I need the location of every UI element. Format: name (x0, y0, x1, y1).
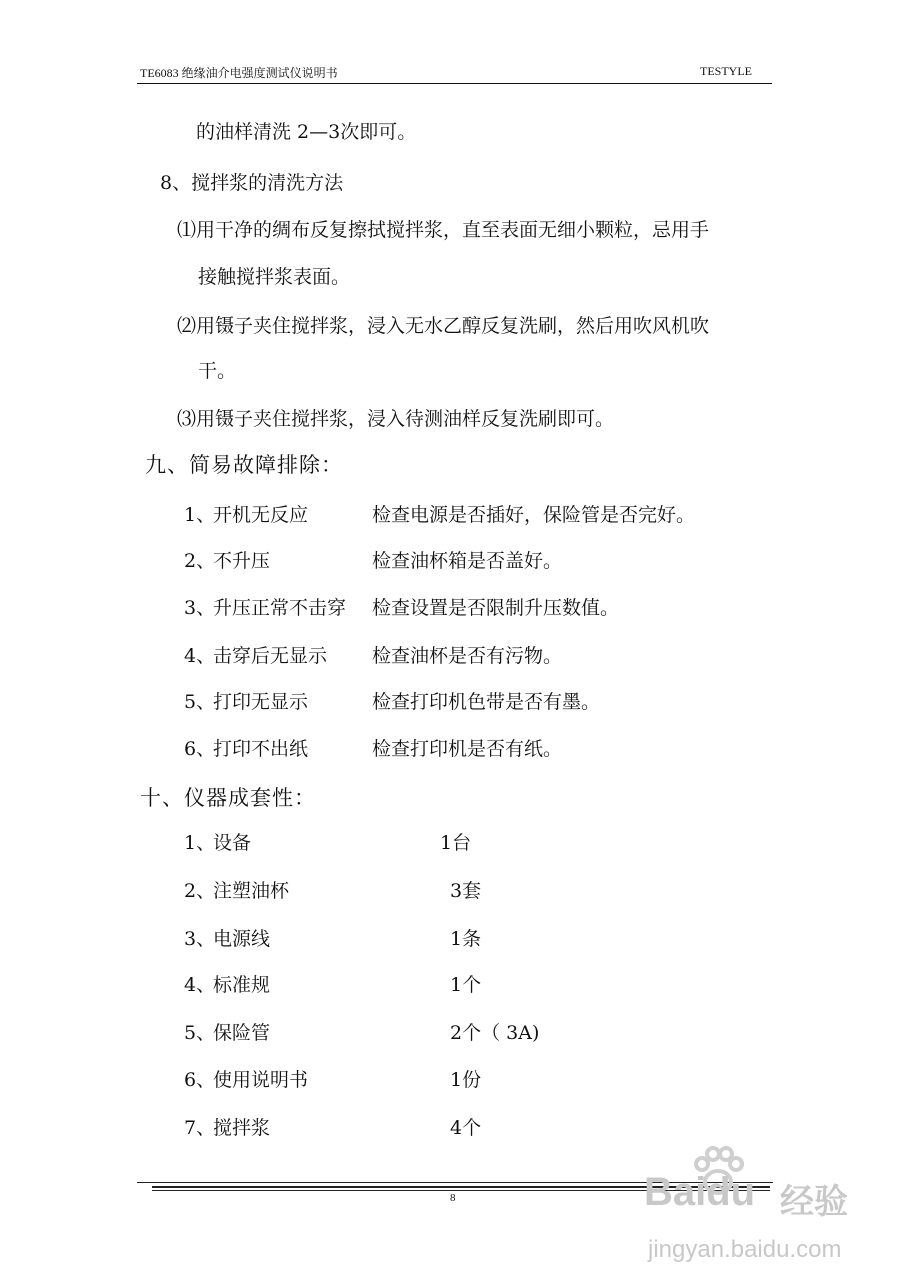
section-heading: 十、仪器成套性： (140, 786, 316, 810)
fault-check: 检查打印机色带是否有墨。 (372, 691, 601, 713)
item-qty: 1份 (450, 1069, 482, 1091)
item-name: 使用说明书 (213, 1069, 309, 1091)
body-line: 8、搅拌浆的清洗方法 (160, 172, 344, 194)
item-qty: 1条 (450, 928, 482, 950)
fault-check: 检查油杯箱是否盖好。 (372, 550, 563, 572)
section-heading: 九、简易故障排除： (145, 453, 343, 477)
watermark-brand-cn: 经验 (780, 1183, 848, 1221)
item-name: 电源线 (213, 928, 271, 950)
fault-symptom: 开机无反应 (213, 504, 309, 526)
item-num: 1、 (184, 832, 216, 854)
item-qty: 4个 (450, 1117, 482, 1139)
watermark-brand: Baidu (644, 1170, 756, 1214)
fault-check: 检查电源是否插好，保险管是否完好。 (372, 504, 696, 526)
item-name: 注塑油杯 (213, 880, 290, 902)
fault-num: 2、 (184, 550, 216, 572)
item-name: 搅拌浆 (213, 1117, 271, 1139)
fault-num: 5、 (184, 691, 216, 713)
body-line: ⑴用干净的绸布反复擦拭搅拌浆，直至表面无细小颗粒，忌用手 (177, 219, 710, 241)
fault-num: 6、 (184, 738, 216, 760)
header-title: TE6083 绝缘油介电强度测试仪说明书 (140, 66, 338, 80)
body-line: 的油样清洗 2—3次即可。 (196, 121, 417, 143)
item-num: 7、 (184, 1117, 216, 1139)
item-num: 6、 (184, 1069, 216, 1091)
body-line: ⑵用镊子夹住搅拌浆，浸入无水乙醇反复洗刷，然后用吹风机吹 (177, 315, 710, 337)
item-num: 5、 (184, 1022, 216, 1044)
fault-symptom: 打印无显示 (213, 691, 309, 713)
watermark-url: jingyan.baidu.com (648, 1236, 842, 1263)
item-qty: 2个（ 3A) (450, 1022, 540, 1044)
body-line: ⑶用镊子夹住搅拌浆，浸入待测油样反复洗刷即可。 (177, 408, 615, 430)
item-qty: 1台 (440, 832, 472, 854)
body-line: 干。 (198, 360, 237, 382)
fault-symptom: 击穿后无显示 (213, 645, 328, 667)
body-line: 接触搅拌浆表面。 (198, 266, 351, 288)
item-num: 2、 (184, 880, 216, 902)
fault-check: 检查打印机是否有纸。 (372, 738, 563, 760)
page-number: 8 (450, 1192, 456, 1204)
fault-symptom: 打印不出纸 (213, 738, 309, 760)
fault-num: 1、 (184, 504, 216, 526)
item-qty: 3套 (450, 880, 482, 902)
fault-check: 检查油杯是否有污物。 (372, 645, 563, 667)
fault-check: 检查设置是否限制升压数值。 (372, 597, 620, 619)
header-divider (137, 83, 772, 84)
header-brand: TESTYLE (700, 64, 752, 78)
item-name: 标准规 (213, 974, 271, 996)
item-num: 4、 (184, 974, 216, 996)
fault-symptom: 升压正常不击穿 (213, 597, 347, 619)
item-name: 设备 (213, 832, 252, 854)
item-name: 保险管 (213, 1022, 271, 1044)
item-num: 3、 (184, 928, 216, 950)
fault-num: 4、 (184, 645, 216, 667)
fault-num: 3、 (184, 597, 216, 619)
item-qty: 1个 (450, 974, 482, 996)
fault-symptom: 不升压 (213, 550, 271, 572)
baidu-watermark (610, 1140, 900, 1280)
